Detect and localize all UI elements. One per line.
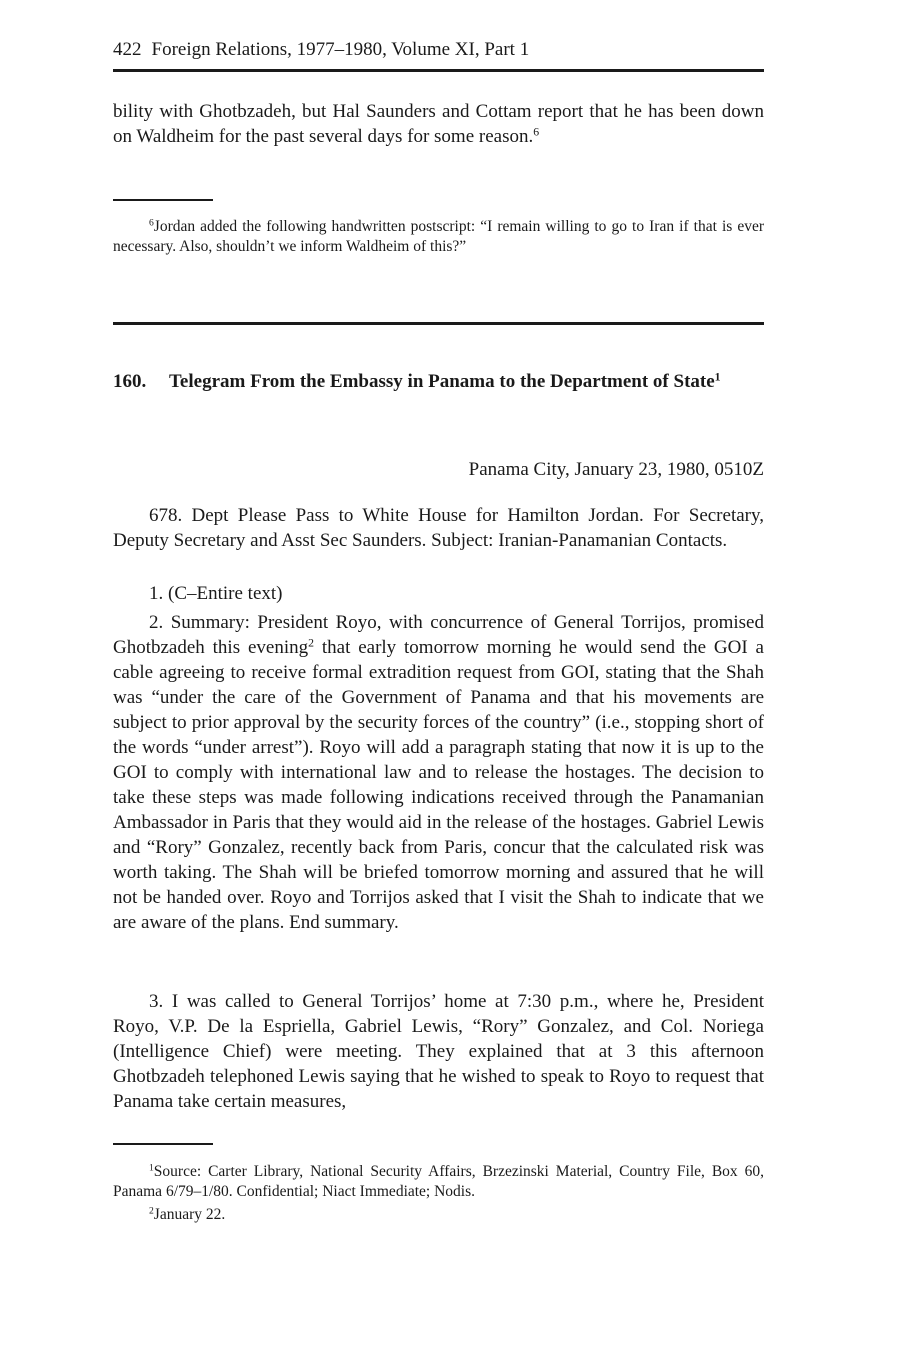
page-number: 422 — [113, 39, 142, 60]
continuation-paragraph: bility with Ghotbzadeh, but Hal Saunders and Cottam report that he has been down on Waldheim for the past several days for some reason.$^6$ — [113, 101, 764, 147]
footnote-text: Source: Carter Library, National Security Affairs, Brzezinski Material, Country File, Box 60, Panama 6/79–1/80. Confidential; Niact Immediate; Nodis. — [113, 1163, 764, 1200]
footnote-2 — [113, 1205, 764, 1225]
body-paragraph-3: 2. Summary: President Royo, with concurrence of General Torrijos, promised Ghotbzadeh this evening$^2$ that early tomorrow morning he would send the GOI a cable agreeing to receive formal extradition request from GOI, stating that the Shah was “under the care of the Government of Panama and that his movements are subject to prior approval by the security forces of the country” (i.e., stopping short of the words “under arrest”). Royo will add a paragraph stating that now it is up to the GOI to comply with international law and to release the hostages. The decision to take these steps was made following indications received through the Panamanian Ambassador in Paris that they would aid in the release of the hostages. Gabriel Lewis and “Rory” Gonzalez, recently back from Paris, concur that the calculated risk was worth taking. The Shah will be briefed tomorrow morning and assured that he will not be handed over. Royo and Torrijos asked that I visit the Shah to indicate that we are aware of the plans. End summary. — [113, 612, 764, 933]
footnote-separator — [113, 199, 213, 201]
body-paragraph-4: 3. I was called to General Torrijos’ home at 7:30 p.m., where he, President Royo, V.P. De la Espriella, Gabriel Lewis, “Rory” Gonzalez, and Col. Noriega (Intelligence Chief) were meeting. They explained that at 3 this afternoon Ghotbzadeh telephoned Lewis saying that he wished to speak to Royo to request that Panama take certain measures, — [113, 991, 764, 1112]
section-rule — [113, 322, 764, 325]
footnote-reference-1: 1 — [714, 370, 721, 384]
footnote-marker: 2 — [149, 1205, 154, 1217]
document-title: Telegram From the Embassy in Panama to the Department of State$^1$ — [169, 370, 721, 392]
volume-title: Foreign Relations, 1977–1980, Volume XI, Part 1 — [151, 39, 530, 60]
footnote-text: January 22. — [153, 1206, 226, 1223]
footnote-separator — [113, 1143, 213, 1145]
footnote-marker: 6 — [149, 217, 154, 229]
footnote-marker: 1 — [149, 1162, 154, 1174]
running-head — [113, 38, 764, 62]
footnote-1 — [113, 1162, 764, 1202]
document-heading — [113, 369, 764, 394]
body-paragraph-1: 678. Dept Please Pass to White House for Hamilton Jordan. For Secretary, Deputy Secretary and Asst Sec Saunders. Subject: Iranian-Panamanian Contacts. — [113, 505, 764, 551]
header-rule — [113, 69, 764, 72]
footnote-reference-2: 2 — [308, 636, 314, 650]
footnote-text: Jordan added the following handwritten postscript: “I remain willing to go to Iran if that is ever necessary. Also, shouldn’t we inform Waldheim of this?” — [113, 218, 764, 255]
document-number: 160. — [113, 371, 147, 392]
footnote-reference-6: 6 — [533, 125, 540, 139]
dateline: Panama City, January 23, 1980, 0510Z — [468, 459, 764, 480]
footnote-6 — [113, 217, 764, 257]
body-paragraph-2: 1. (C–Entire text) — [149, 583, 283, 604]
